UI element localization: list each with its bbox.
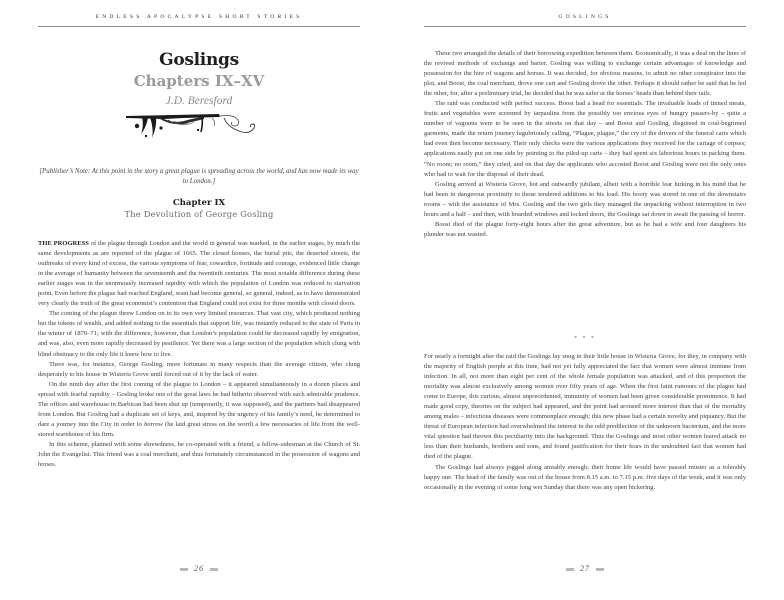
paragraph: The Goslings had always jogged along amiably enough; their home life would have passed muster as a tolerably happy one. The head of the family was out of the house from 8.15 a.m. to 7.15 p.m. five days of the week, and it was only occasionally in the evening of some long wet Sunday that there was any open bickering. [424,463,746,491]
folio-ornament-left [180,568,188,571]
book-title: Goslings [159,50,239,70]
chapter-heading [38,198,360,220]
paragraph: The coming of the plague threw London on to its own very limited resources. That vast city, which produced nothing but the tokens of wealth, and added nothing to the essentials that support life, was instantly reduced to the state of Paris in the winter of 1870–71; with the difference, however, that London’s population could be decreased rapidly by emigration, and was, also, even more rapidly decreased by pestilence. Yet there was a large section of the population which clung with blind obstinacy to the only life it knew how to live. [38,310,360,358]
paragraph: The raid was conducted with perfect success. Boost had a head for essentials. The invaluable loads of tinned meats, fruits and vegetables were screened by tarpaulins from the possibly too envious eyes of hungry passers-by – quite a number of vagrants were to be seen in the streets on that day – and Boost and Gosling, disguised in coal-begrimed garments, made the return journey lugubriously calling, “Plague, plague,” the cry of the drivers of the funeral carts which had even then become necessary. Their only checks were the various applications they received for the cartage of corpses; applications easily put on one side by pointing to the piled-up carts – they had spent six laborious hours in packing them. “No room; no room,” they cried, and on that day the applicants who accosted Boost and Gosling were not the only ones who had to wait for the disposal of their dead. [424,100,746,178]
paragraph: On the ninth day after the first coming of the plague to London – it appeared simultaneously in a dozen places and spread with fearful rapidity – Gosling broke one of the great laws he had hitherto observed with such admirable prudence. The offices and warehouse in Barbican had been shut up (temporarily, it was supposed), and the partners had disappeared from London. But Gosling had a duplicate set of keys, and, inspired by the urgency of his family’s need, he determined to dare a journey into the City in order to borrow (he laid great stress on the word) a few necessaries of life from the well-stored warehouse of his firm. [38,380,360,438]
paragraph: Boost died of the plague forty-eight hours after the great adventure, but as he had a wife and four daughters his plunder was not wasted. [424,220,746,238]
paragraph: There was, for instance, George Gosling, more fortunate in many respects than the average citizen, who clung desperately to his house in Wisteria Grove until forced out of it by the lack of water. [38,360,360,378]
author-name: J.D. Beresford [165,95,233,107]
right-page [392,0,784,600]
paragraph: These two arranged the details of their borrowing expedition between them. Economically, it was a deal on the lines of the revived methods of exchange and barter. Gosling was willing to exchange certain advantages of knowledge and possession for the hire of wagons and horses. It was decided, for obvious reasons, to admit no other conspirator into the plot, and Boost, the coal merchant, drove one cart and Gosling drove the other. Perhaps it should rather be said that he led the other, for, after a preliminary trial, he decided that he was safer at the horses’ heads than behind their tails. [424,50,746,98]
folio-ornament-right [596,568,604,571]
running-head-right: GOSLINGS [424,14,746,27]
paragraph: THE PROGRESS of the plague through London and the world in general was marked, in the earlier stages, by much the same developments as are reported of the plague of 1665. The closed houses, the burial pits, the deserted streets, the outbreaks of every kind of excess, the various symptoms of fear, cowardice, fortitude and courage, evidenced little change in the average of humanity between the seventeenth and the twentieth centuries. The most notable difference during these earlier stages was in the enormously increased rapidity with which the population of London was reduced to starvation point. Even before the plague had reached England, want had become general, so general, indeed, as to have demonstrated very clearly the truth of the great economist’s contention that England could not exist for three months with closed doors. [38,240,360,308]
page-number-right: 27 [424,564,746,573]
folio-ornament-right [210,568,218,571]
chapters-subtitle: Chapters IX–XV [133,72,265,90]
paragraph: In this scheme, planned with some shrewdness, he co-operated with a friend, a fellow-sidesman at the Church of St. John the Evangelist. This friend was a coal merchant, and thus fortunately circumstanced in the possession of wagons and horses. [38,440,360,469]
section-break: * * * [574,336,596,342]
publishers-note: [Publisher’s Note: At this point in the story a great plague is spreading across the world, and has now made its way to London.] [39,168,359,185]
paragraph: For nearly a fortnight after the raid the Goslings lay snug in their little house in Wisteria Grove, for they, in company with the majority of English people at this time, had not yet fully appreciated the fact that women were almost immune from infection. In all, not more than eight per cent of the whole female population was attacked, and of this proportion the mortality was almost exclusively among women over fifty years of age. When the first faint rumours of the plague had come to Europe, this curious, almost unprecedented, immunity of women had been given considerable prominence. It had made good copy, theories on the subject had appeared, and the point had aroused more interest than that of the mortality among males – infectious diseases were commonplace enough; this new phase had a certain novelty and piquancy. But the threat of European infection had overwhelmed the interest in the odd predilection of the unknown bacterium, and the more vital question had thrown this peculiarity into the background. Thus the Goslings and most other women feared attack no less than their husbands, brothers and sons, and found justification for their fears in the undoubted fact that women had died of the plague. [424,353,746,461]
chapter-title: The Devolution of George Gosling [124,209,274,219]
lead-in: THE PROGRESS [38,240,89,247]
folio-ornament-left [566,568,574,571]
right-body-text-bottom [424,352,746,493]
emphasis: borrow [143,420,163,428]
page-number-left: 26 [38,564,360,573]
chapter-number: Chapter IX [172,198,226,208]
paragraph: Gosling arrived at Wisteria Grove, hot and outwardly jubilant, albeit with a horrible fear lurking in his mind that he had been in dangerous proximity to those tendered additions to his load. His booty was stored in one of the downstairs rooms – with the assistance of Mrs. Gosling and the two girls they managed the unpacking without interruption in two hours and a half – and then, with boarded windows and locked doors, the Goslings sat down to await the passing of horror. [424,180,746,218]
right-body-text-top [424,49,746,240]
title-block [38,50,360,140]
running-head-left: ENDLESS APOCALYPSE SHORT STORIES [38,14,360,27]
splatter-flourish-ornament [124,112,274,140]
left-body-text [38,239,360,470]
